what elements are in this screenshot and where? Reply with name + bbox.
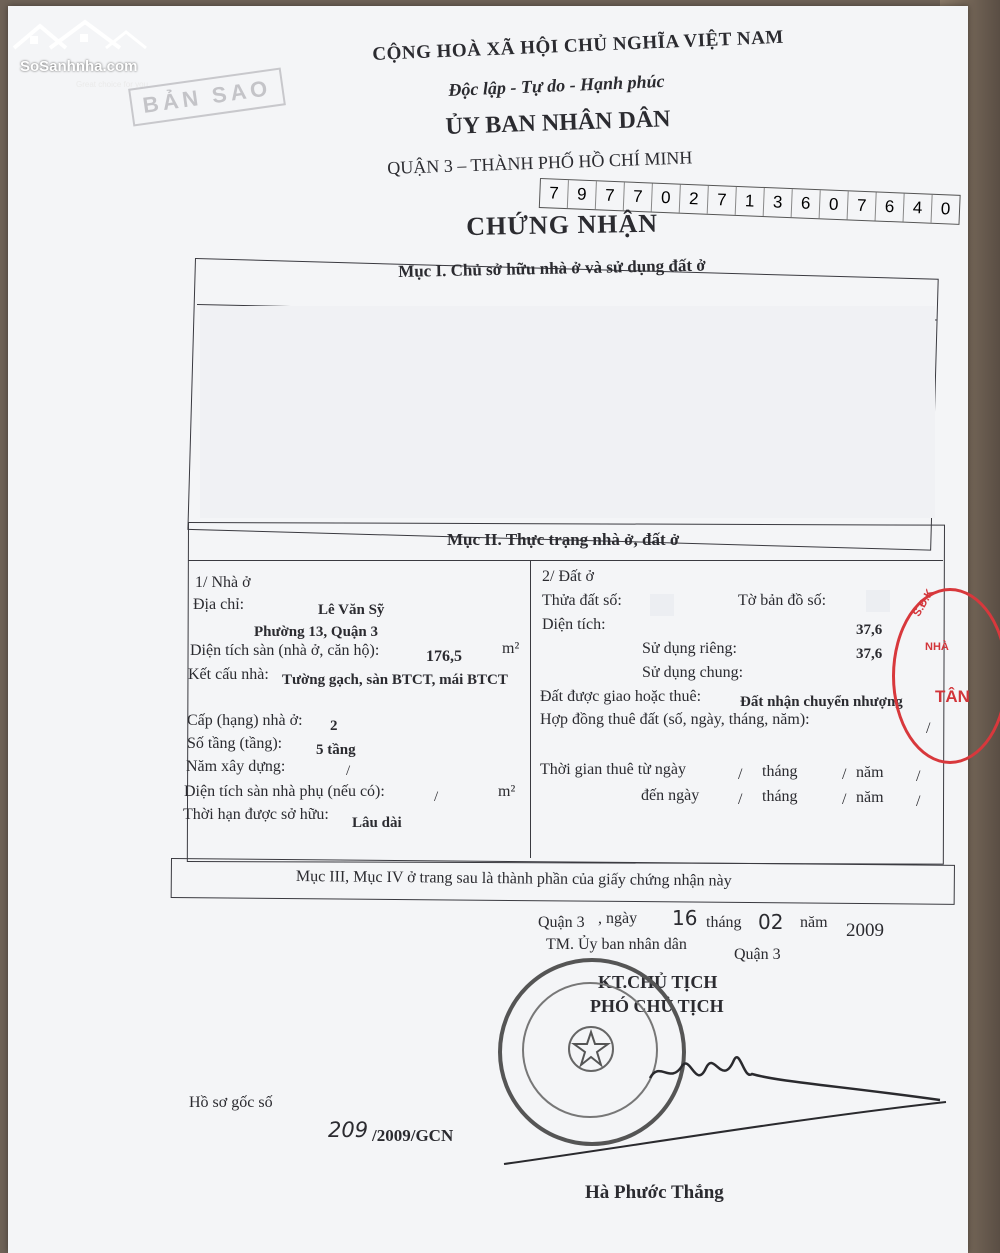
common-use-label: Sử dụng chung: (642, 664, 744, 681)
serial-digit: 7 (708, 186, 737, 215)
address-ward: Phường 13, Quận 3 (254, 624, 379, 640)
on-behalf-district: Quận 3 (734, 946, 781, 963)
lease-contract-value: / (926, 720, 931, 737)
issue-day: 16 (672, 906, 698, 930)
lease-from-month-label: tháng (762, 763, 798, 780)
serial-digit: 2 (680, 185, 709, 214)
red-registration-stamp (892, 588, 1000, 764)
allocation-value: Đất nhận chuyển nhượng (740, 694, 903, 710)
aux-area-label: Diện tích sàn nhà phụ (nếu có): (184, 783, 385, 800)
section-2-divider (188, 560, 943, 561)
red-stamp-line-3: TÂN (935, 687, 970, 706)
serial-digit: 0 (940, 199, 951, 219)
lease-to-slash-1: / (738, 791, 743, 808)
serial-digit: 0 (820, 190, 849, 219)
issue-year: 2009 (846, 920, 884, 941)
watermark-logo (6, 18, 156, 88)
parcel-label: Thửa đất số: (542, 592, 622, 609)
serial-digit: 3 (764, 188, 793, 217)
serial-digit: 7 (624, 182, 653, 211)
lease-from-year-label: năm (856, 764, 884, 781)
floors-value: 5 tầng (316, 742, 356, 758)
floor-area-unit: m² (502, 640, 520, 657)
dossier-suffix: /2009/GCN (372, 1126, 454, 1145)
lease-from-slash-2: / (842, 766, 847, 783)
national-title: CỘNG HOÀ XÃ HỘI CHỦ NGHĨA VIỆT NAM (372, 26, 785, 65)
certificate-title: CHỨNG NHẬN (466, 208, 659, 241)
serial-digit: 6 (876, 193, 905, 222)
serial-digit: 1 (736, 187, 765, 216)
land-area-value: 37,6 (856, 622, 883, 638)
serial-digit: 6 (792, 189, 821, 218)
section-2-title: Mục II. Thực trạng nhà ở, đất ở (447, 530, 680, 549)
structure-label: Kết cấu nhà: (188, 666, 269, 683)
dossier-underline-stroke (500, 1098, 950, 1170)
watermark-tagline: Great choice for you (76, 80, 149, 89)
issue-place: Quận 3 (538, 914, 585, 931)
dossier-label: Hồ sơ gốc số (189, 1094, 273, 1111)
lease-to-year-label: năm (856, 789, 884, 806)
signer-name: Hà Phước Thắng (585, 1182, 724, 1203)
aux-area-value: / (434, 789, 439, 805)
serial-digit: 9 (568, 180, 597, 209)
district-line: QUẬN 3 – THÀNH PHỐ HỒ CHÍ MINH (387, 147, 693, 178)
national-motto: Độc lập - Tự do - Hạnh phúc (448, 70, 665, 100)
map-sheet-label: Tờ bản đồ số: (738, 592, 827, 609)
red-stamp-line-1: S.Đ.K (911, 587, 937, 619)
aux-area-unit: m² (498, 783, 516, 800)
structure-value: Tường gạch, sàn BTCT, mái BTCT (282, 672, 508, 688)
issue-day-label: , ngày (598, 910, 638, 927)
ownership-term-label: Thời hạn được sở hữu: (183, 806, 329, 823)
address-label: Địa chỉ: (193, 596, 245, 613)
floors-label: Số tầng (tầng): (187, 735, 283, 752)
section-2-column-divider (530, 560, 531, 858)
national-emblem-icon (566, 1024, 616, 1074)
address-street: Lê Văn Sỹ (318, 602, 385, 618)
serial-digit: 4 (904, 194, 933, 223)
map-sheet-redacted (866, 590, 890, 612)
issue-year-label: năm (800, 914, 828, 931)
year-built-label: Năm xây dựng: (186, 758, 286, 775)
house-heading: 1/ Nhà ở (195, 574, 251, 591)
red-stamp-line-2: NHÀ (925, 641, 949, 653)
ownership-term-value: Lâu dài (352, 815, 402, 831)
floor-area-value: 176,5 (426, 648, 462, 665)
floor-area-label: Diện tích sàn (nhà ở, căn hộ): (190, 642, 380, 659)
authority-title: ỦY BAN NHÂN DÂN (445, 106, 671, 140)
land-area-label: Diện tích: (542, 616, 606, 633)
lease-to-slash-3: / (916, 793, 921, 810)
sign-title-1: KT.CHỦ TỊCH (598, 972, 718, 992)
year-built-value: / (346, 763, 351, 779)
grade-label: Cấp (hạng) nhà ở: (187, 712, 303, 729)
issue-month: 02 (758, 910, 784, 934)
lease-from-slash-3: / (916, 768, 921, 785)
parcel-number-redacted (650, 594, 674, 616)
serial-digit: 7 (848, 191, 877, 220)
house-logo-icon (10, 18, 150, 58)
lease-to-slash-2: / (842, 791, 847, 808)
sign-title-2: PHÓ CHỦ TỊCH (590, 996, 724, 1016)
issue-month-label: tháng (706, 914, 742, 931)
lease-from-slash-1: / (738, 766, 743, 783)
lease-to-month-label: tháng (762, 788, 798, 805)
section-1-title: Mục I. Chủ sở hữu nhà ở và sử dụng đất ở (398, 255, 706, 281)
watermark-brand: SoSanhnha.com (20, 58, 138, 75)
lease-contract-label: Hợp đồng thuê đất (số, ngày, tháng, năm): (540, 711, 810, 728)
copy-stamp: BẢN SAO (128, 67, 286, 126)
grade-value: 2 (330, 718, 338, 734)
private-use-label: Sử dụng riêng: (642, 640, 737, 657)
lease-to-label: đến ngày (641, 787, 700, 804)
private-use-value: 37,6 (856, 646, 883, 662)
serial-digit: 7 (540, 179, 569, 208)
on-behalf-label: TM. Ủy ban nhân dân (546, 936, 687, 953)
lease-from-label: Thời gian thuê từ ngày (540, 761, 686, 778)
owner-info-redacted (200, 306, 935, 518)
dossier-number: 209 (328, 1118, 369, 1142)
footer-note: Mục III, Mục IV ở trang sau là thành phần của giấy chứng nhận này (295, 868, 732, 890)
land-heading: 2/ Đất ở (542, 568, 595, 585)
serial-digit: 0 (652, 184, 681, 213)
serial-digit: 7 (596, 181, 625, 210)
allocation-label: Đất được giao hoặc thuê: (540, 688, 702, 705)
